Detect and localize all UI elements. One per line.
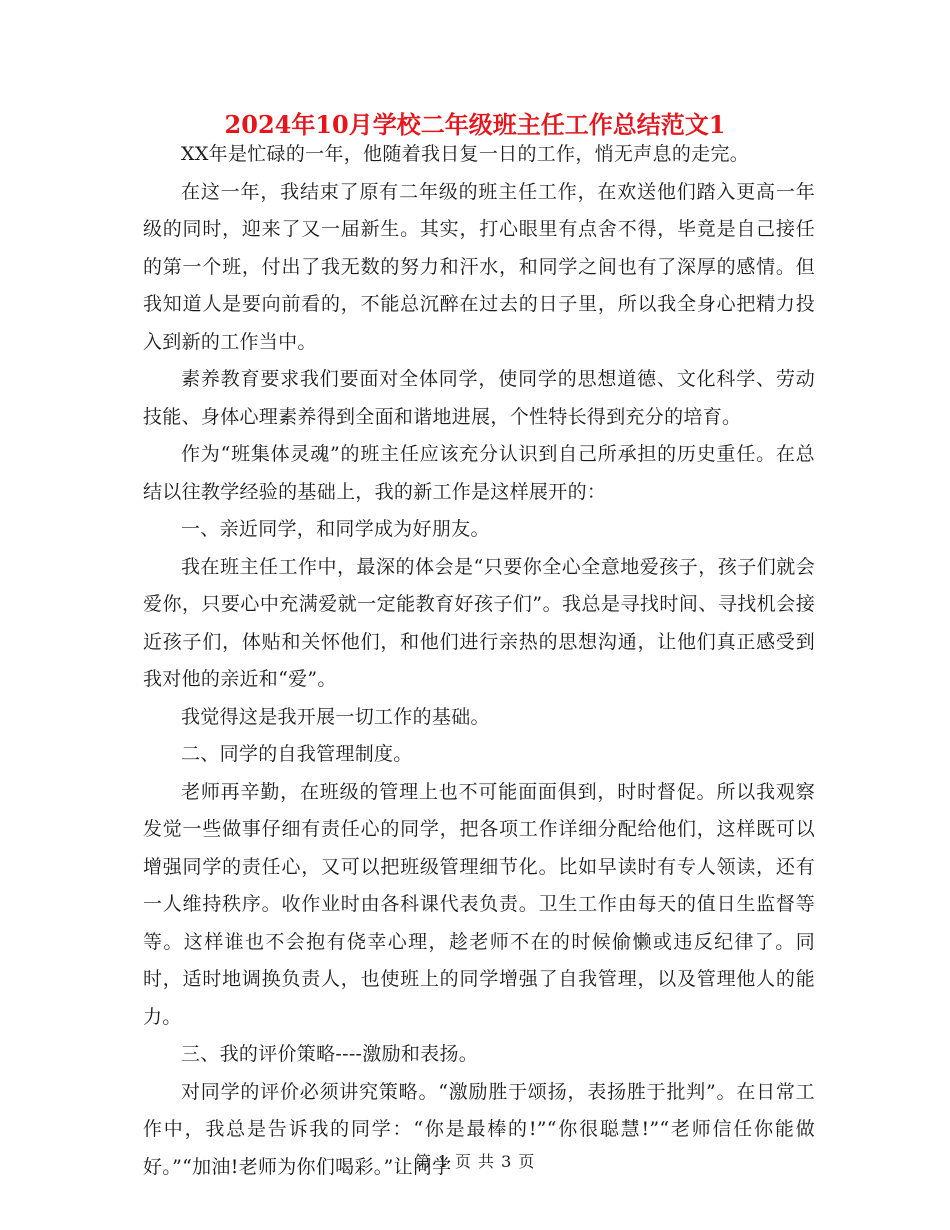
section-heading: 一、亲近同学，和同学成为好朋友。 (181, 518, 490, 540)
section-heading: 二、同学的自我管理制度。 (181, 743, 413, 765)
paragraph: XX年是忙碌的一年，他随着我日复一日的工作，悄无声息的走完。 (181, 143, 750, 165)
paragraph: 老师再辛勤，在班级的管理上也不可能面面俱到，时时督促。所以我观察发觉一些做事仔细有责任心的同学，把各项工作详细分配给他们，这样既可以增强同学的责任心，又可以把班级管理细节化。比如早读时有专人领读，还有一人维持秩序。收作业时由各科课代表负责。卫生工作由每天的值日生监督等等。这样谁也不会抱有侥幸心理，趁老师不在的时候偷懒或违反纪律了。同时，适时地调换负责人，也使班上的同学增强了自我管理，以及管理他人的能力。 (143, 780, 815, 1028)
paragraph: 素养教育要求我们要面对全体同学，使同学的思想道德、文化科学、劳动技能、身体心理素养得到全面和谐地进展，个性特长得到充分的培育。 (143, 368, 815, 428)
document-title: 2024年10月学校二年级班主任工作总结范文1 (224, 110, 726, 139)
paragraph: 我在班主任工作中，最深的体会是“只要你全心全意地爱孩子，孩子们就会爱你，只要心中充满爱就一定能教育好孩子们”。我总是寻找时间、寻找机会接近孩子们，体贴和关怀他们，和他们进行亲热的思想沟通，让他们真正感受到我对他的亲近和“爱”。 (143, 555, 815, 690)
paragraph: 我觉得这是我开展一切工作的基础。 (181, 705, 490, 728)
paragraph: 对同学的评价必须讲究策略。“激励胜于颂扬，表扬胜于批判”。在日常工作中，我总是告诉我的同学：“你是最棒的!”“你很聪慧!”“老师信任你能做好。”“加油!老师为你们喝彩。”让同学 (143, 1080, 815, 1178)
paragraph: 在这一年，我结束了原有二年级的班主任工作，在欢送他们踏入更高一年级的同时，迎来了又一届新生。其实，打心眼里有点舍不得，毕竟是自己接任的第一个班，付出了我无数的努力和汗水，和同学之间也有了深厚的感情。但我知道人是要向前看的，不能总沉醉在过去的日子里，所以我全身心把精力投入到新的工作当中。 (143, 180, 815, 353)
page-footer: 第 1 页 共 3 页 (414, 1152, 536, 1171)
paragraph: 作为“班集体灵魂”的班主任应该充分认识到自己所承担的历史重任。在总结以往教学经验的基础上，我的新工作是这样展开的： (143, 443, 815, 503)
document-body (143, 136, 815, 1186)
section-heading: 三、我的评价策略----激励和表扬。 (181, 1043, 479, 1065)
